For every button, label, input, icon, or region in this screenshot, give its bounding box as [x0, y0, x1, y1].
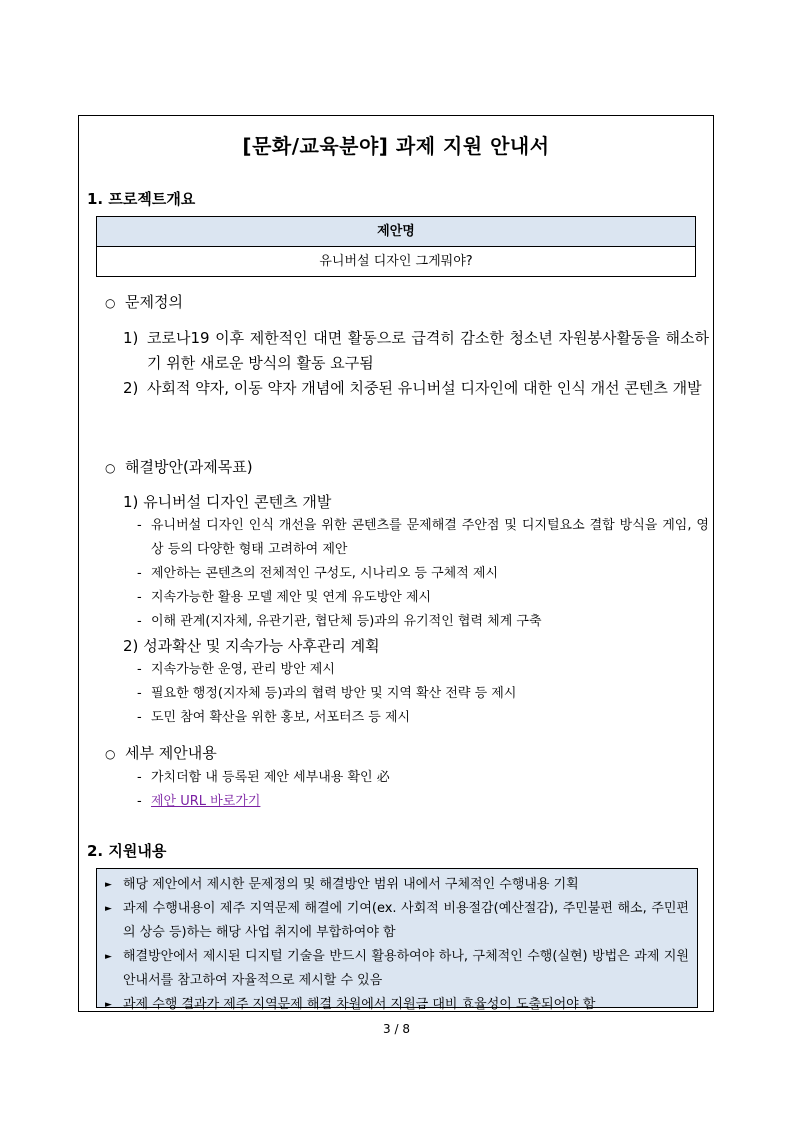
- support-item: ► 과제 수행 결과가 제주 지역문제 해결 차원에서 지원금 대비 효율성이 도출되어야 함: [105, 993, 689, 1017]
- support-item: ► 과제 수행내용이 제주 지역문제 해결에 기여(ex. 사회적 비용절감(예산절감), 주민불편 해소, 주민편의 상승 등)하는 해당 사업 취지에 부합하여야 함: [105, 897, 689, 945]
- solution-list-item: - 지속가능한 운영, 관리 방안 제시: [137, 662, 335, 677]
- details-heading: ○ 세부 제안내용: [105, 744, 217, 762]
- problem-item: 2) 사회적 약자, 이동 약자 개념에 치중된 유니버설 디자인에 대한 인식 개선 콘텐츠 개발: [123, 379, 702, 397]
- details-list-item: - 가치더함 내 등록된 제안 세부내용 확인 必: [137, 770, 390, 785]
- proposal-table: [96, 216, 696, 277]
- section-heading-support: 2. 지원내용: [87, 842, 167, 860]
- triangle-bullet-icon: ►: [105, 952, 112, 962]
- details-list-item: - 제안 URL 바로가기: [137, 794, 261, 809]
- solution-group-title: 2) 성과확산 및 지속가능 사후관리 계획: [123, 637, 380, 655]
- proposal-table-value: 유니버설 디자인 그게뭐야?: [97, 247, 695, 276]
- solution-group-title: 1) 유니버설 디자인 콘텐츠 개발: [123, 493, 332, 511]
- support-content-box: [96, 868, 698, 1012]
- solution-heading: ○ 해결방안(과제목표): [105, 458, 253, 476]
- section-heading-overview: 1. 프로젝트개요: [87, 190, 196, 208]
- proposal-url-link[interactable]: 제안 URL 바로가기: [151, 794, 261, 809]
- support-item: ► 해당 제안에서 제시한 문제정의 및 해결방안 범위 내에서 구체적인 수행내용 기획: [105, 873, 689, 897]
- triangle-bullet-icon: ►: [105, 904, 112, 914]
- solution-list-item: - 지속가능한 활용 모델 제안 및 연계 유도방안 제시: [137, 590, 432, 605]
- document-title: [문화/교육분야] 과제 지원 안내서: [242, 134, 550, 158]
- support-item: ► 해결방안에서 제시된 디지털 기술을 반드시 활용하여야 하나, 구체적인 수행(실현) 방법은 과제 지원 안내서를 참고하여 자율적으로 제시할 수 있음: [105, 945, 689, 993]
- solution-list-item: - 제안하는 콘텐츠의 전체적인 구성도, 시나리오 등 구체적 제시: [137, 566, 499, 581]
- solution-list-item: - 유니버설 디자인 인식 개선을 위한 콘텐츠를 문제해결 주안점 및 디지털요소 결합 방식을 게임, 영상 등의 다양한 형태 고려하여 제안: [137, 518, 709, 557]
- problem-item: 1) 코로나19 이후 제한적인 대면 활동으로 급격히 감소한 청소년 자원봉사활동을 해소하기 위한 새로운 방식의 활동 요구됨: [123, 329, 709, 372]
- triangle-bullet-icon: ►: [105, 1000, 112, 1010]
- triangle-bullet-icon: ►: [105, 880, 112, 890]
- solution-list-item: - 이해 관계(지자체, 유관기관, 협단체 등)과의 유기적인 협력 체계 구축: [137, 614, 542, 629]
- page-number: 3 / 8: [383, 1022, 410, 1036]
- solution-list-item: - 도민 참여 확산을 위한 홍보, 서포터즈 등 제시: [137, 710, 411, 725]
- solution-list-item: - 필요한 행정(지자체 등)과의 협력 방안 및 지역 확산 전략 등 제시: [137, 686, 517, 701]
- document-frame: [78, 115, 714, 1012]
- problem-definition-heading: ○ 문제정의: [105, 293, 183, 311]
- circle-bullet-icon: ○: [105, 461, 116, 475]
- circle-bullet-icon: ○: [105, 296, 116, 310]
- proposal-table-header: 제안명: [97, 217, 695, 247]
- circle-bullet-icon: ○: [105, 747, 116, 761]
